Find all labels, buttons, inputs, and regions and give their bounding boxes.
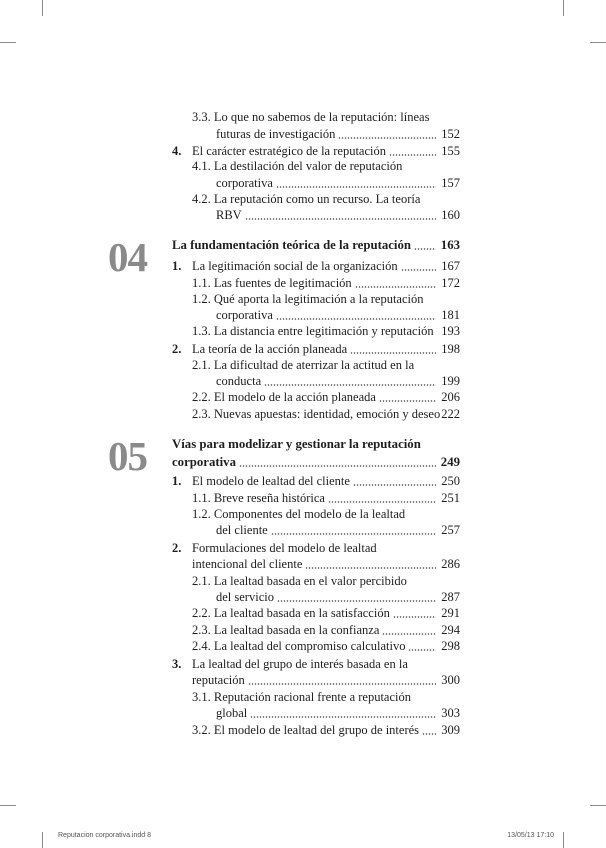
dot-leader [245,218,436,220]
toc-entry-text: 4.1. La destilación del valor de reputación [192,159,403,173]
toc-page-number: 193 [441,324,460,338]
dot-leader [408,649,436,651]
toc-page-number: 249 [440,455,460,469]
toc-entry-text: 2.4. La lealtad del compromiso calculativo [192,639,406,653]
toc-entry-text: conducta [216,374,262,388]
toc-entry-text: 2.1. La lealtad basada en el valor percibido [192,574,407,588]
toc-entry [172,656,460,673]
toc-entry-text: corporativa [216,176,273,190]
toc-entry-text: 3.2. El modelo de lealtad del grupo de interés [192,723,420,737]
toc-entry [216,207,460,224]
dot-leader [353,484,436,486]
toc-page-number: 251 [441,491,460,505]
toc-section-number: 2. [172,342,182,356]
toc-section-number: 1. [172,474,182,488]
toc-page-number: 257 [441,523,460,537]
toc-page-number: 286 [441,557,460,571]
dot-leader [355,286,436,288]
toc-entry [192,109,460,126]
toc-entry [192,672,460,689]
toc-entry [216,307,460,324]
toc-entry-text: La teoría de la acción planeada [192,342,348,356]
toc-page-number: 287 [441,590,460,604]
dot-leader [277,600,436,602]
dot-leader [414,248,436,250]
toc-entry [216,175,460,192]
toc-page-number: 300 [441,673,460,687]
toc-page-number: 250 [441,474,460,488]
toc-entry-text: 2.2. La lealtad basada en la satisfacción [192,606,390,620]
dot-leader [389,154,436,156]
toc-entry [192,389,460,406]
toc-chapter-title [172,454,460,471]
toc-entry-text: futuras de investigación [216,127,336,141]
dot-leader [271,533,436,535]
toc-entry-text: 2.3. Nuevas apuestas: identidad, emoción y deseo [192,407,441,421]
toc-entry-text: 1.3. La distancia entre legitimación y reputación [192,324,434,338]
toc-entry [192,406,460,423]
toc-entry [192,323,460,340]
toc-entry-text: 1.2. Qué aporta la legitimación a la reputación [192,292,424,306]
toc-entry [192,638,460,655]
toc-entry-text: 1.2. Componentes del modelo de la lealtad [192,507,406,521]
toc-page-number: 163 [440,238,460,252]
toc-section-number: 1. [172,259,182,273]
toc-entry [192,506,460,523]
toc-page-number: 160 [441,208,460,222]
toc-entry [192,573,460,590]
toc-entry [192,490,460,507]
toc-page-number: 172 [441,276,460,290]
toc-page-number: 294 [441,623,460,637]
dot-leader [379,400,436,402]
toc-entry [192,357,460,374]
toc-section-number: 2. [172,541,182,555]
toc-chapter-title [172,436,460,453]
toc-entry [216,522,460,539]
toc-section-number: 4. [172,144,182,158]
toc-entry [172,473,460,490]
toc-page-number: 198 [441,342,460,356]
toc-entry [192,275,460,292]
toc-entry [192,622,460,639]
toc-entry-text: RBV [216,208,242,222]
toc-page-number: 303 [441,706,460,720]
toc-entry [192,605,460,622]
toc-entry-text: 1.1. Breve reseña histórica [192,491,325,505]
dot-leader [305,567,436,569]
dot-leader [250,716,436,718]
chapter-number: 05 [108,433,147,479]
dot-leader [382,633,436,635]
toc-page-number: 167 [441,259,460,273]
toc-section-number: 3. [172,657,182,671]
toc-page-number: 222 [441,407,460,421]
toc-entry [192,191,460,208]
toc-entry-text: corporativa [216,308,273,322]
toc-page-number: 181 [441,308,460,322]
toc-entry [172,540,460,557]
toc-entry [216,373,460,390]
toc-page-number: 152 [441,127,460,141]
toc-entry-text: 2.3. La lealtad basada en la confianza [192,623,380,637]
toc-page-number: 291 [441,606,460,620]
toc-entry-text: 2.2. El modelo de la acción planeada [192,390,376,404]
toc-entry-text: El carácter estratégico de la reputación [192,144,386,158]
footer-file: Reputacion corporativa.indd 8 [58,832,152,839]
toc-entry-text: La legitimación social de la organización [192,259,398,273]
toc-entry [172,341,460,358]
toc-entry [192,556,460,573]
toc-entry [192,291,460,308]
toc-entry-text: 4.2. La reputación como un recurso. La teoría [192,192,421,206]
toc-entry-text: 2.1. La dificultad de aterrizar la actitud en la [192,358,415,372]
toc-entry [216,705,460,722]
toc-page-number: 298 [441,639,460,653]
toc-page-number: 157 [441,176,460,190]
toc-entry-text: 1.1. Las fuentes de legitimación [192,276,352,290]
toc-entry-text: global [216,706,248,720]
chapter-number: 04 [108,234,147,280]
dot-leader [264,384,436,386]
toc-entry [216,589,460,606]
dot-leader [239,465,436,467]
toc-entry-text: del cliente [216,523,268,537]
dot-leader [328,501,436,503]
toc-page-number: 309 [441,723,460,737]
toc-page-number: 206 [441,390,460,404]
dot-leader [401,269,436,271]
toc-chapter-title [172,237,460,254]
toc-entry-text: del servicio [216,590,274,604]
toc-entry-text: El modelo de lealtad del cliente [192,474,350,488]
dot-leader [248,683,436,685]
footer-timestamp: 13/05/13 17:10 [507,832,554,839]
toc-page-number: 199 [441,374,460,388]
dot-leader [422,733,436,735]
dot-leader [350,352,436,354]
toc-entry [216,126,460,143]
toc-entry [192,689,460,706]
dot-leader [276,186,436,188]
dot-leader [393,616,436,618]
toc-entry-text: intencional del cliente [192,557,303,571]
toc-entry [172,258,460,275]
toc-page-number: 155 [441,144,460,158]
toc-entry-text: reputación [192,673,245,687]
toc-entry [192,722,460,739]
toc-chapter-title-text: La fundamentación teórica de la reputación [172,238,411,252]
dot-leader [338,137,436,139]
toc-entry-text: 3.1. Reputación racional frente a reputación [192,690,412,704]
toc-chapter-title-text: corporativa [172,455,236,469]
toc-entry [192,158,460,175]
toc-entry-text: Formulaciones del modelo de lealtad [192,541,377,555]
toc-chapter-title-text: Vías para modelizar y gestionar la reputación [172,437,421,451]
toc-entry-text: 3.3. Lo que no sabemos de la reputación: líneas [192,110,430,124]
dot-leader [276,318,436,320]
toc-entry-text: La lealtad del grupo de interés basada en la [192,657,408,671]
